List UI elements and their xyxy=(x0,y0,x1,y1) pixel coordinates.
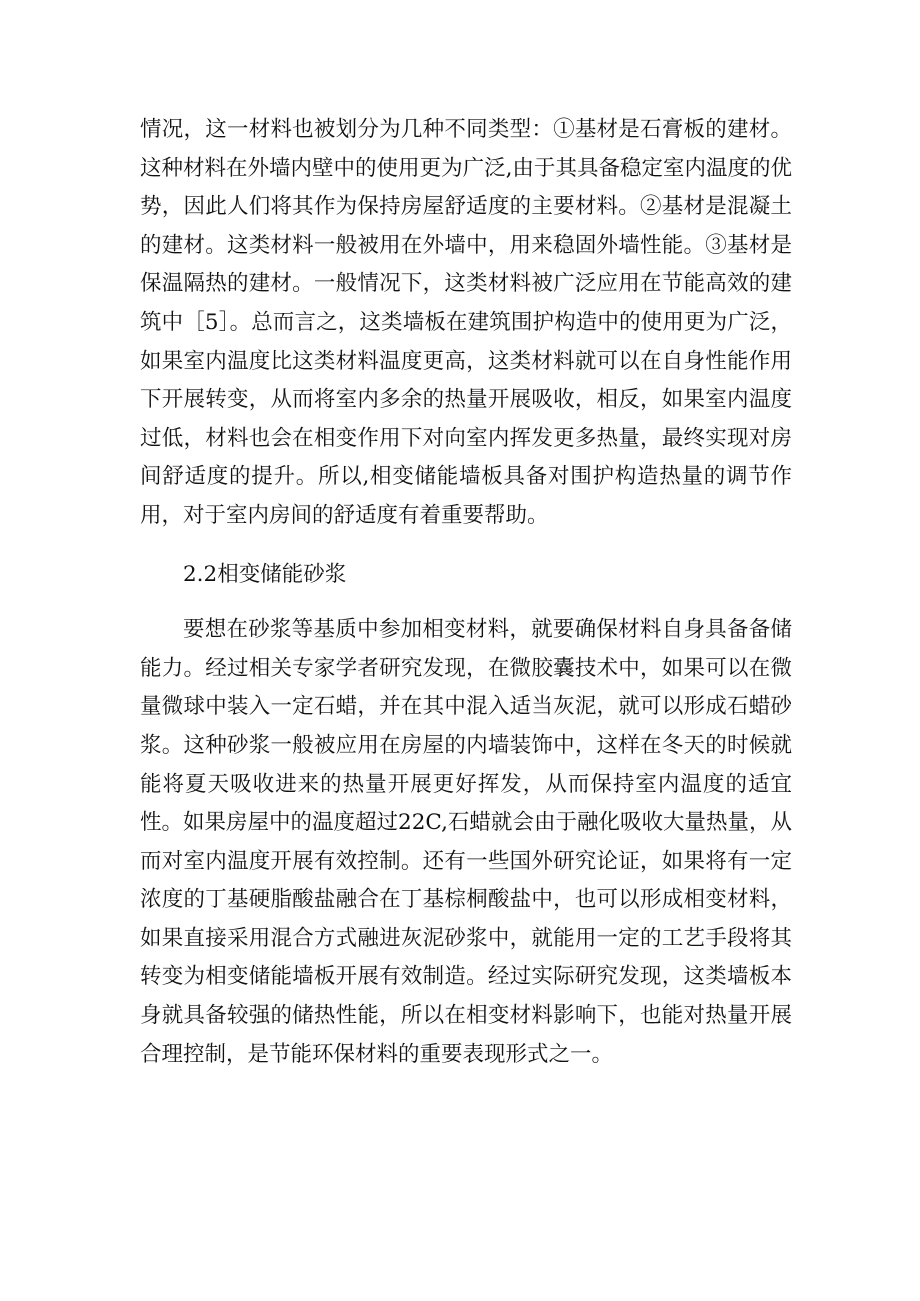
document-page xyxy=(140,111,792,1074)
paragraph-body: 要想在砂浆等基质中参加相变材料，就要确保材料自身具备备储能力。经过相关专家学者研究发现，在微胶囊技术中，如果可以在微量微球中装入一定石蜡，并在其中混入适当灰泥，就可以形成石蜡砂浆。这种砂浆一般被应用在房屋的内墙装饰中，这样在冬天的时候就能将夏天吸收进来的热量开展更好挥发，从而保持室内温度的适宜性。如果房屋中的温度超过22C,石蜡就会由于融化吸收大量热量，从而对室内温度开展有效控制。还有一些国外研究论证，如果将有一定浓度的丁基硬脂酸盐融合在丁基棕桐酸盐中，也可以形成相变材料，如果直接采用混合方式融进灰泥砂浆中，就能用一定的工艺手段将其转变为相变储能墙板开展有效制造。经过实际研究发现，这类墙板本身就具备较强的储热性能，所以在相变材料影响下，也能对热量开展合理控制，是节能环保材料的重要表现形式之一。 xyxy=(140,617,792,1067)
section-heading: 2.2相变储能砂浆 xyxy=(183,561,347,587)
paragraph-continued: 情况，这一材料也被划分为几种不同类型：①基材是石膏板的建材。这种材料在外墙内壁中的使用更为广泛,由于其具备稳定室内温度的优势，因此人们将其作为保持房屋舒适度的主要材料。②基材是混凝土的建材。这类材料一般被用在外墙中，用来稳固外墙性能。③基材是保温隔热的建材。一般情况下，这类材料被广泛应用在节能高效的建筑中［5］。总而言之，这类墙板在建筑围护构造中的使用更为广泛，如果室内温度比这类材料温度更高，这类材料就可以在自身性能作用下开展转变，从而将室内多余的热量开展吸收，相反，如果室内温度过低，材料也会在相变作用下对向室内挥发更多热量，最终实现对房间舒适度的提升。所以,相变储能墙板具备对围护构造热量的调节作用，对于室内房间的舒适度有着重要帮助。 xyxy=(140,117,792,528)
